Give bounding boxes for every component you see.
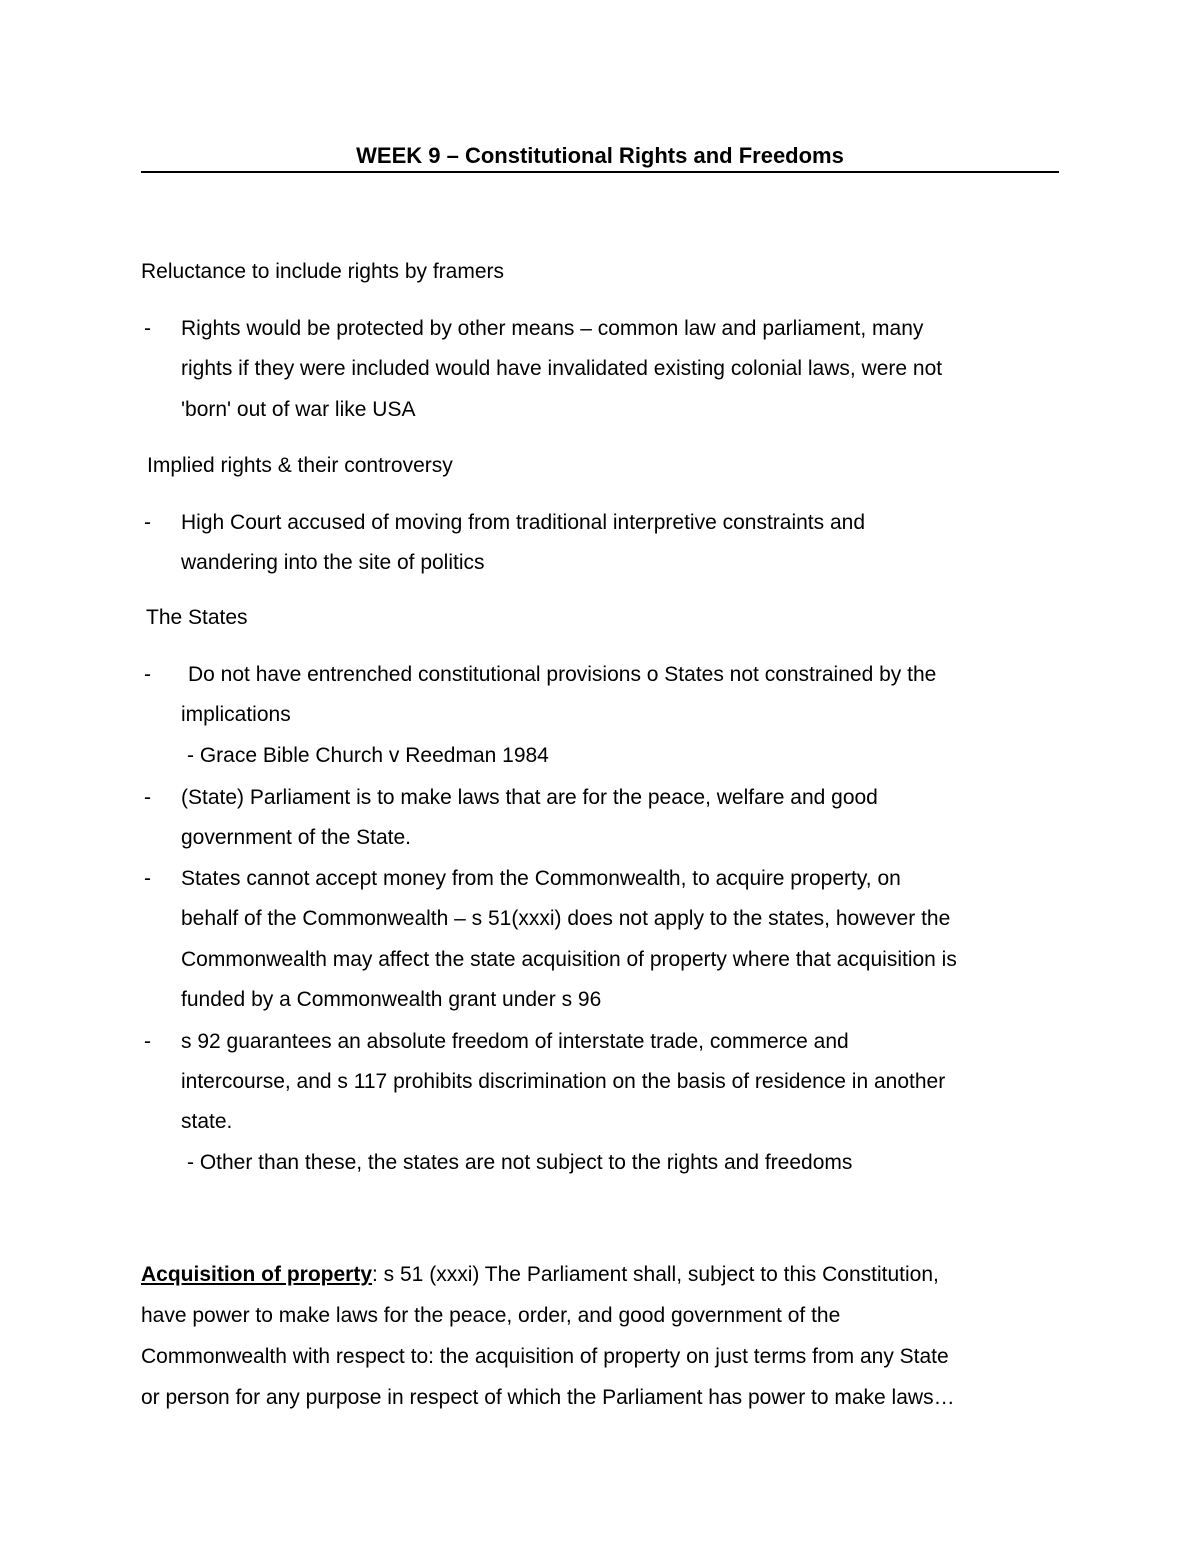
section-heading-implied-rights: Implied rights & their controversy — [147, 454, 453, 477]
acquisition-paragraph-first-line — [141, 1261, 939, 1289]
bullet-line: States cannot accept money from the Commonwealth, to acquire property, on — [181, 867, 901, 890]
bullet-dash: - — [144, 317, 151, 340]
bullet-line: High Court accused of moving from traditional interpretive constraints and — [181, 511, 865, 534]
paragraph-line: Commonwealth with respect to: the acquisition of property on just terms from any State — [141, 1345, 949, 1368]
section-heading-the-states: The States — [146, 606, 248, 629]
sub-bullet-note: - Other than these, the states are not subject to the rights and freedoms — [187, 1151, 853, 1174]
bullet-line: funded by a Commonwealth grant under s 96 — [181, 988, 602, 1011]
bullet-line: government of the State. — [181, 826, 411, 849]
bullet-line: (State) Parliament is to make laws that are for the peace, welfare and good — [181, 786, 878, 809]
bullet-dash: - — [144, 786, 151, 809]
paragraph-line: have power to make laws for the peace, order, and good government of the — [141, 1304, 841, 1327]
bullet-dash: - — [144, 511, 151, 534]
bullet-line: behalf of the Commonwealth – s 51(xxxi) does not apply to the states, however the — [181, 907, 951, 930]
bullet-line: Commonwealth may affect the state acquisition of property where that acquisition is — [181, 948, 957, 971]
acquisition-heading: Acquisition of property — [141, 1263, 372, 1286]
page-title: WEEK 9 – Constitutional Rights and Freedoms — [141, 142, 1059, 173]
bullet-line: implications — [181, 703, 291, 726]
section-heading-reluctance: Reluctance to include rights by framers — [141, 260, 504, 283]
bullet-dash: - — [144, 1030, 151, 1053]
bullet-line: intercourse, and s 117 prohibits discrimination on the basis of residence in another — [181, 1070, 946, 1093]
bullet-line: rights if they were included would have invalidated existing colonial laws, were not — [181, 357, 943, 380]
bullet-line: s 92 guarantees an absolute freedom of interstate trade, commerce and — [181, 1030, 849, 1053]
acquisition-text: : s 51 (xxxi) The Parliament shall, subject to this Constitution, — [372, 1263, 939, 1286]
bullet-line: 'born' out of war like USA — [181, 398, 416, 421]
bullet-dash: - — [144, 867, 151, 890]
bullet-line: Do not have entrenched constitutional provisions o States not constrained by the — [188, 663, 937, 686]
bullet-line: Rights would be protected by other means – common law and parliament, many — [181, 317, 924, 340]
bullet-dash: - — [144, 663, 151, 686]
bullet-line: state. — [181, 1110, 233, 1133]
sub-bullet-case: - Grace Bible Church v Reedman 1984 — [187, 744, 549, 767]
bullet-line: wandering into the site of politics — [181, 551, 485, 574]
paragraph-line: or person for any purpose in respect of which the Parliament has power to make laws… — [141, 1386, 955, 1409]
